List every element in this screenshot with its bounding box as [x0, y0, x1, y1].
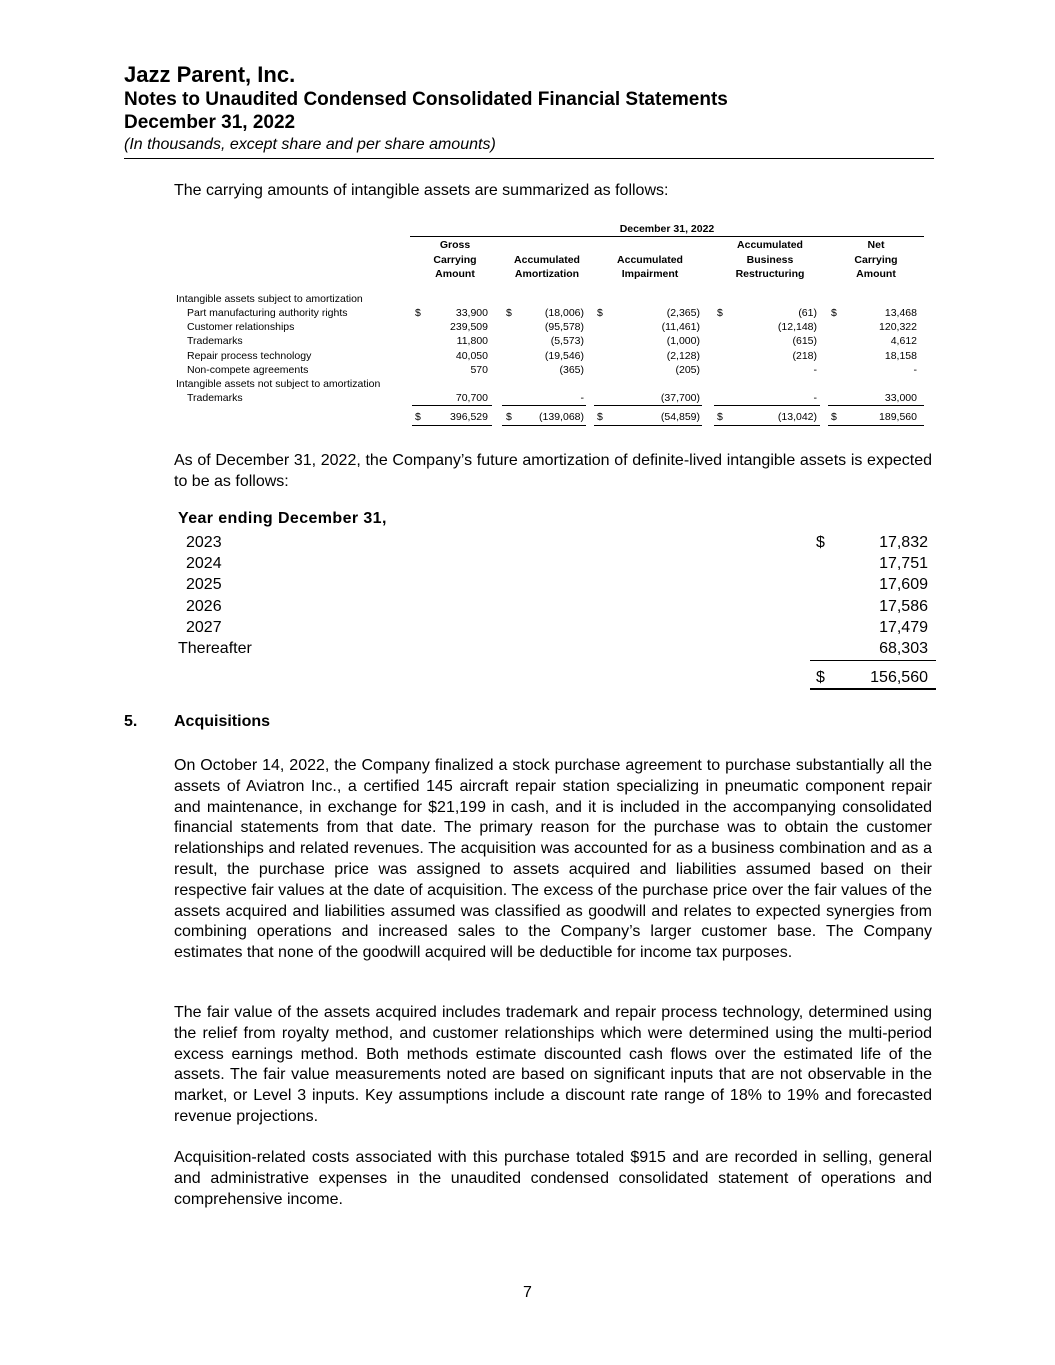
total-rule — [714, 425, 820, 426]
intro-text: The carrying amounts of intangible assets are summarized as follows: — [174, 182, 669, 199]
subtotal-rule — [828, 405, 924, 406]
subtotal-rule — [412, 405, 492, 406]
acquisition-paragraph-1: On October 14, 2022, the Company finalized a stock purchase agreement to purchase substantially all the assets of Aviatron Inc., a certified 145 aircraft repair station specializing in pneumatic component repair and maintenance, in exchange for $21,199 in cash, and it is included in the accompanying consolidated financial statements from that date. The primary reason for the purchase was to obtain the customer relationships and related revenues. The acquisition was accounted for as a business combination and as a result, the purchase price was assigned to assets acquired and liabilities assumed based on their respective fair values at the date of acquisition. The excess of the purchase price over the fair values of the assets acquired and liabilities assumed was classified as goodwill and relates to expected synergies from combining operations and increased sales to the Company’s larger customer base. The Company estimates that none of the goodwill acquired will be deductible for income tax purposes. — [174, 757, 932, 962]
subtotal-rule — [502, 405, 586, 406]
header-divider — [124, 158, 934, 159]
col-header-impairment: Accumulated Impairment — [617, 253, 683, 280]
acquisition-paragraph-3: Acquisition-related costs associated with this purchase totaled $915 and are recorded in selling, general and administrative expenses in the unaudited condensed consolidated statement of operations and comprehensive income. — [174, 1149, 932, 1208]
schedule-row: 2023 $ 17,832 — [186, 534, 928, 551]
document-date: December 31, 2022 — [124, 112, 296, 133]
section-label-not-amortized: Intangible assets not subject to amortization — [176, 378, 381, 390]
col-header-gross: Gross Carrying Amount — [433, 239, 477, 280]
table-row: Non-compete agreements 570 (365) (205) - - — [187, 364, 917, 376]
col-header-restructuring: Accumulated Business Restructuring — [735, 239, 805, 280]
table-row: Trademarks 70,700 - (37,700) - 33,000 — [187, 392, 917, 404]
schedule-row: Thereafter 68,303 — [178, 640, 928, 657]
schedule-row: 2024 17,751 — [186, 555, 928, 572]
company-name: Jazz Parent, Inc. — [124, 62, 296, 87]
schedule-row: 2026 17,586 — [186, 598, 928, 615]
total-rule — [502, 425, 586, 426]
subtotal-rule — [714, 405, 820, 406]
table-row: Customer relationships 239,509 (95,578) (11,461) (12,148) 120,322 — [187, 321, 917, 333]
col-header-net: Net Carrying Amount — [854, 239, 898, 280]
table-row: Part manufacturing authority rights $ 33,900 $ (18,006) $ (2,365) $ (61) $ 13,468 — [187, 307, 917, 319]
table-row: Trademarks 11,800 (5,573) (1,000) (615) 4,612 — [187, 335, 917, 347]
amortization-intro-text: As of December 31, 2022, the Company’s future amortization of definite-lived intangible assets is expected to be as follows: — [174, 452, 932, 490]
schedule-header: Year ending December 31, — [178, 510, 387, 527]
section-number: 5. — [124, 713, 138, 730]
table-total-row: $ 396,529 $ (139,068) $ (54,859) $ (13,042) $ 189,560 — [415, 411, 917, 423]
page-header — [124, 62, 934, 155]
acquisition-paragraph-2: The fair value of the assets acquired includes trademark and repair process technology, determined using the relief from royalty method, and customer relationships which were determined using the multi-period excess earnings method. Both methods estimate discounted cash flows over the estimated life of the assets. The fair value measurements noted are based on significant inputs that are not observable in the market, or Level 3 inputs. Key assumptions include a discount rate range of 18% to 19% and forecasted revenue projections. — [174, 1004, 932, 1125]
section-label-amortized: Intangible assets subject to amortization — [176, 293, 363, 305]
schedule-row: 2027 17,479 — [186, 619, 928, 636]
document-title: Notes to Unaudited Condensed Consolidated Financial Statements — [124, 89, 728, 110]
total-rule — [412, 425, 492, 426]
section-title: Acquisitions — [174, 713, 271, 730]
table-row: Repair process technology 40,050 (19,546) (2,128) (218) 18,158 — [187, 350, 917, 362]
total-rule — [594, 425, 702, 426]
page-number: 7 — [523, 1284, 532, 1301]
units-note: (In thousands, except share and per share amounts) — [124, 136, 496, 153]
subtotal-rule — [594, 405, 702, 406]
schedule-total-rule — [810, 688, 936, 690]
schedule-subtotal-rule — [810, 660, 936, 661]
schedule-row: 2025 17,609 — [186, 576, 928, 593]
total-rule — [828, 425, 924, 426]
table-date-header: December 31, 2022 — [410, 223, 924, 237]
col-header-amortization: Accumulated Amortization — [514, 253, 580, 280]
schedule-total-row: $ 156,560 — [816, 669, 928, 686]
